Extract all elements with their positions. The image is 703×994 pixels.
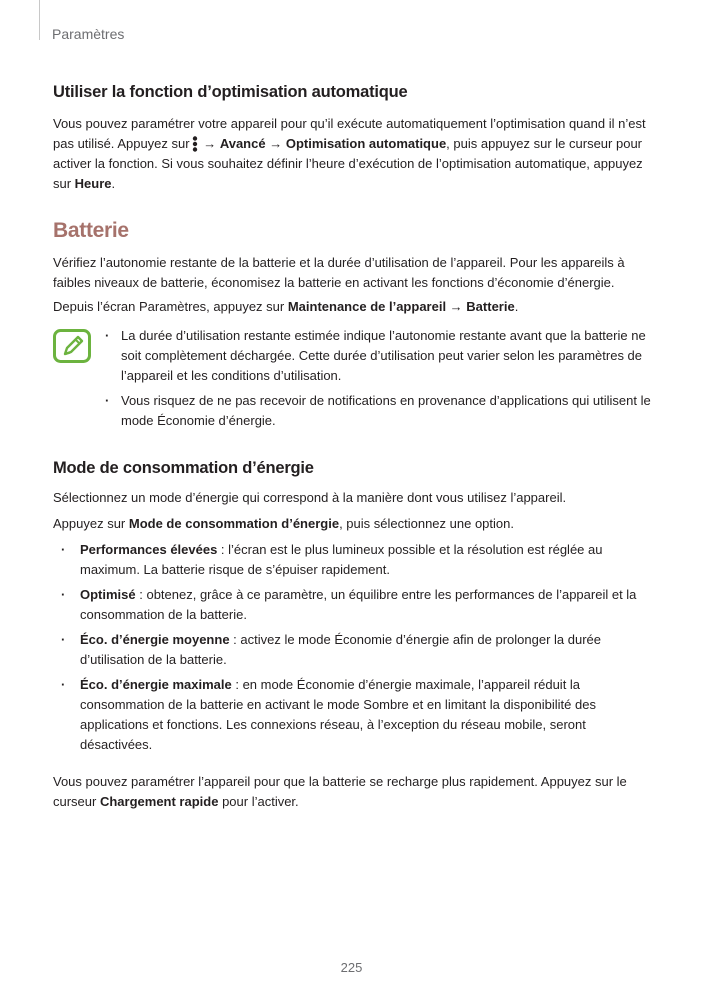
note-item: · Vous risquez de ne pas recevoir de notifications en provenance d’applications qui utilisent le mode Économie d’énergie. <box>101 391 653 431</box>
heure-label: Heure <box>74 176 112 191</box>
power-mode-intro: Sélectionnez un mode d’énergie qui correspond à la manière dont vous utilisez l’appareil. <box>53 490 567 505</box>
power-mode-option: · Éco. d’énergie moyenne : activez le mode Économie d’énergie afin de prolonger la durée d’utilisation de la batterie. <box>53 630 653 670</box>
fast-charging-paragraph: Vous pouvez paramétrer l’appareil pour que la batterie se recharge plus rapidement. Appuyez sur le curseur Chargement rapide pour l’activer. <box>53 774 627 809</box>
power-mode-heading: Mode de consommation d’énergie <box>53 459 314 477</box>
page-number: 225 <box>340 960 363 975</box>
power-mode-options <box>53 540 653 760</box>
battery-section-title: Batterie <box>53 219 129 242</box>
header-rule <box>39 0 40 40</box>
note-item: · La durée d’utilisation restante estimée indique l’autonomie restante avant que la batterie ne soit complètement déchargée. Cette durée d’utilisation peut varier selon les paramètres de l’appareil et les conditions d’utilisation. <box>101 326 653 386</box>
header-title: Paramètres <box>52 26 125 42</box>
more-options-icon <box>192 136 198 152</box>
note-pencil-icon <box>53 329 91 363</box>
power-mode-option: · Optimisé : obtenez, grâce à ce paramètre, un équilibre entre les performances de l’appareil et la consommation de la batterie. <box>53 585 653 625</box>
battery-path: Depuis l’écran Paramètres, appuyez sur Maintenance de l’appareil → Batterie. <box>53 299 519 314</box>
power-mode-option: · Performances élevées : l’écran est le plus lumineux possible et la résolution est réglée au maximum. La batterie risque de s’épuiser rapidement. <box>53 540 653 580</box>
power-mode-instruction: Appuyez sur Mode de consommation d’énergie, puis sélectionnez une option. <box>53 516 514 531</box>
battery-intro: Vérifiez l’autonomie restante de la batterie et la durée d’utilisation de l’appareil. Pour les appareils à faibles niveaux de batterie, économisez la batterie en activant les fonctions d’économie d’énergie. <box>53 255 625 290</box>
avance-label: Avancé <box>219 136 266 151</box>
power-mode-option: · Éco. d’énergie maximale : en mode Économie d’énergie maximale, l’appareil réduit la consommation de la batterie en activant le mode Sombre et en limitant la disponibilité des applications et fonctions. Les connexions réseau, à l’exception du réseau mobile, seront désactivées. <box>53 675 653 755</box>
auto-optimization-paragraph: Vous pouvez paramétrer votre appareil pour qu’il exécute automatiquement l’optimisation quand il n’est pas utilisé. Appuyez sur → Avancé → Optimisation automatique, puis appuyez sur le curseur pour activer la fonction. Si vous souhaitez définir l’heure d’exécution de l’optimisation automatique, appuyez sur Heure. <box>53 116 646 191</box>
optimisation-auto-label: Optimisation automatique <box>285 136 447 151</box>
note-list <box>101 326 653 436</box>
auto-optimization-heading: Utiliser la fonction d’optimisation automatique <box>53 83 408 101</box>
